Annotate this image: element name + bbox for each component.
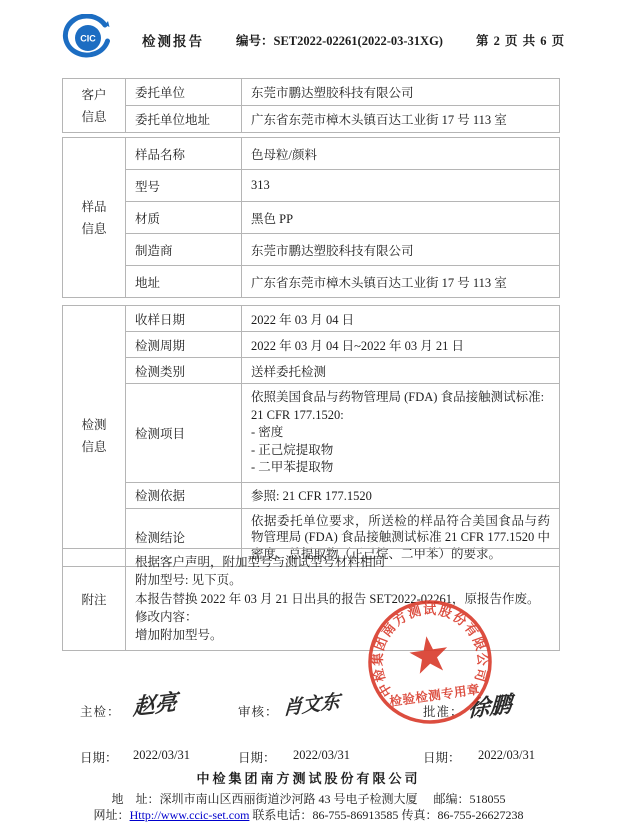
footer-postcode-label: 邮编： xyxy=(433,792,470,806)
field-value: 2022 年 03 月 04 日 xyxy=(242,306,560,332)
footer-address-label: 地 址： xyxy=(111,792,160,806)
field-value: 送样委托检测 xyxy=(242,358,560,384)
table-row xyxy=(63,332,560,358)
seal-company-text: 中检集团南方测试股份有限公司 xyxy=(369,601,491,700)
table-row xyxy=(63,170,560,202)
field-label: 收样日期 xyxy=(126,306,242,332)
table-row xyxy=(63,202,560,234)
note-line: 增加附加型号。 xyxy=(135,628,223,643)
field-value: 313 xyxy=(242,170,560,202)
test-item: - 二甲苯提取物 xyxy=(251,460,334,474)
note-line: 本报告替换 2022 年 03 月 21 日出具的报告 SET2022-02261，原报告作废。 xyxy=(135,591,540,606)
approver-signature: 徐鹏 xyxy=(467,691,513,722)
field-label: 制造商 xyxy=(126,234,242,266)
section-label-test: 检测 信息 xyxy=(63,306,126,567)
field-label: 地址 xyxy=(126,266,242,298)
note-line: 修改内容： xyxy=(135,609,198,624)
inspector-date: 2022/03/31 xyxy=(133,748,190,762)
page-indicator: 第 2 页 共 6 页 xyxy=(476,34,566,48)
footer-postcode: 518055 xyxy=(469,792,506,806)
field-label: 材质 xyxy=(126,202,242,234)
footer-tel-label: 联系电话： xyxy=(252,808,313,822)
footer-address-line xyxy=(0,790,617,807)
field-label: 委托单位 xyxy=(126,79,242,106)
reviewer-date-label: 日期： xyxy=(238,751,276,765)
field-label: 委托单位地址 xyxy=(126,106,242,133)
section-label-sample: 样品 信息 xyxy=(63,138,126,298)
seal-type-text: 检验检测专用章 xyxy=(388,682,481,709)
field-label: 检测依据 xyxy=(126,482,242,508)
footer-website-link[interactable]: Http://www.ccic-set.com xyxy=(129,808,250,822)
field-value: 广东省东莞市樟木头镇百达工业街 17 号 113 室 xyxy=(242,266,560,298)
field-value: 东莞市鹏达塑胶科技有限公司 xyxy=(242,234,560,266)
field-value: 依据委托单位要求，所送检的样品符合美国食品与药物管理局 (FDA) 食品接触测试标准 21 CFR 177.1520 中密度、总提取物（正己烷、二甲苯）的要求。 xyxy=(242,508,560,567)
approver-date-label: 日期： xyxy=(423,751,461,765)
field-label: 检测类别 xyxy=(126,358,242,384)
field-label: 检测结论 xyxy=(126,508,242,567)
svg-text:CIC: CIC xyxy=(80,33,96,44)
sample-info-table xyxy=(62,137,560,298)
test-item: - 正己烷提取物 xyxy=(251,442,334,457)
reviewer-date: 2022/03/31 xyxy=(293,748,350,762)
footer-fax: 86-755-26627238 xyxy=(437,808,524,822)
report-number xyxy=(236,31,443,49)
footer-website-label: 网址： xyxy=(93,808,130,822)
section-label-notes: 附注 xyxy=(63,549,126,651)
approver-label: 批准： xyxy=(423,705,464,719)
field-label: 样品名称 xyxy=(126,138,242,170)
section-label-customer: 客户 信息 xyxy=(63,79,126,133)
note-line: 根据客户声明，附加型号与测试型号材料相同 xyxy=(135,555,386,569)
note-line: 附加型号: 见下页。 xyxy=(135,573,242,588)
table-row xyxy=(63,138,560,170)
field-value: 2022 年 03 月 04 日~2022 年 03 月 21 日 xyxy=(242,332,560,358)
report-number-value: SET2022-02261(2022-03-31XG) xyxy=(273,34,443,48)
notes-content xyxy=(126,549,560,651)
footer-fax-label: 传真： xyxy=(401,808,438,822)
footer-company-name: 中检集团南方测试股份有限公司 xyxy=(196,771,421,786)
inspector-label: 主检： xyxy=(80,705,121,719)
test-item: - 密度 xyxy=(251,425,284,439)
table-row xyxy=(63,234,560,266)
reviewer-label: 审核： xyxy=(238,705,279,719)
table-row xyxy=(63,306,560,332)
customer-info-table xyxy=(62,78,560,133)
reviewer-signature: 肖文东 xyxy=(282,691,341,720)
table-row xyxy=(63,106,560,133)
field-label: 检测周期 xyxy=(126,332,242,358)
report-number-label: 编号： xyxy=(236,34,274,48)
field-value: 色母粒/颜料 xyxy=(242,138,560,170)
field-label: 型号 xyxy=(126,170,242,202)
table-row xyxy=(63,482,560,508)
inspector-date-label: 日期： xyxy=(80,751,118,765)
field-value: 参照: 21 CFR 177.1520 xyxy=(242,482,560,508)
table-row xyxy=(63,358,560,384)
footer-tel: 86-755-86913585 xyxy=(312,808,399,822)
field-value: 黑色 PP xyxy=(242,202,560,234)
footer-contact-line xyxy=(0,806,617,823)
field-value xyxy=(242,384,560,483)
test-items-intro: 依照美国食品与药物管理局 (FDA) 食品接触测试标准: 21 CFR 177.1520: xyxy=(251,390,545,422)
report-title: 检测报告 xyxy=(142,34,204,49)
field-value: 广东省东莞市樟木头镇百达工业街 17 号 113 室 xyxy=(242,106,560,133)
table-row xyxy=(63,79,560,106)
field-value: 东莞市鹏达塑胶科技有限公司 xyxy=(242,79,560,106)
field-label: 检测项目 xyxy=(126,384,242,483)
footer-address: 深圳市南山区西丽街道沙河路 43 号电子检测大厦 xyxy=(159,792,418,806)
cic-logo-icon xyxy=(60,14,116,67)
table-row xyxy=(63,266,560,298)
table-row xyxy=(63,384,560,483)
approver-date: 2022/03/31 xyxy=(478,748,535,762)
inspector-signature: 赵亮 xyxy=(132,689,178,720)
company-seal-stamp xyxy=(355,587,504,736)
test-info-table xyxy=(62,305,560,567)
